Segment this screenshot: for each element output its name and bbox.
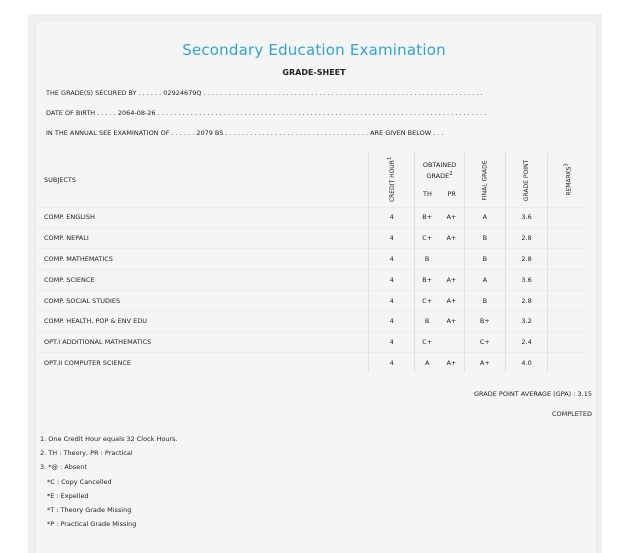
remarks-cell xyxy=(548,311,588,332)
footnote-item: *P : Practical Grade Missing xyxy=(47,520,137,529)
obtained-label-line2: GRADE xyxy=(426,172,450,181)
grade-point-header xyxy=(505,153,547,207)
pr-grade-cell: A+ xyxy=(446,317,457,326)
footnote-item: 1. One Credit Hour equals 32 Clock Hours. xyxy=(40,435,178,443)
obtained-label-line1: OBTAINED xyxy=(422,161,457,170)
exam-title: Secondary Education Examination xyxy=(182,41,446,59)
remarks-cell xyxy=(548,269,588,290)
table-row xyxy=(36,249,588,270)
final-grade-cell: A+ xyxy=(464,353,505,374)
final-grade-label: FINAL GRADE xyxy=(481,160,489,201)
symbol-number-line: THE GRADE(S) SECURED BY . . . . . . 02924679Q . . . . . . . . . . . . . . . . . . . . . . . . . . . . . . . . . . . . . . . . . . . . . . . . . . . . . . . . . . . . . . . . . . . . xyxy=(46,89,483,97)
subject-cell: OPT.I ADDITIONAL MATHEMATICS xyxy=(44,338,152,347)
grade-point-cell: 3.6 xyxy=(505,207,547,228)
credit-cell: 4 xyxy=(369,207,415,228)
gpa-value: GRADE POINT AVERAGE (GPA) : 3.15 xyxy=(474,390,592,398)
table-row xyxy=(36,207,588,228)
credit-cell: 4 xyxy=(369,353,415,374)
credit-cell: 4 xyxy=(369,269,415,290)
subject-cell: COMP. NEPALI xyxy=(44,234,89,243)
grade-point-cell: 2.8 xyxy=(505,290,547,311)
remarks-sup: 3 xyxy=(563,163,570,167)
result-status: COMPLETED xyxy=(552,410,592,418)
th-grade-cell: B+ xyxy=(415,207,439,228)
final-grade-cell: C+ xyxy=(464,332,505,353)
remarks-cell xyxy=(548,353,588,374)
remarks-label: REMARKS xyxy=(565,166,573,196)
pr-grade-cell xyxy=(439,332,464,353)
credit-cell: 4 xyxy=(369,332,415,353)
table-row xyxy=(36,228,588,249)
table-row xyxy=(36,332,588,353)
credit-hour-sup: 1 xyxy=(387,157,394,161)
th-grade-cell: C+ xyxy=(415,290,439,311)
th-header: TH xyxy=(422,190,432,199)
sheet-subtitle: GRADE-SHEET xyxy=(282,68,346,77)
th-grade-cell: B+ xyxy=(415,269,439,290)
grade-point-label: GRADE POINT xyxy=(523,159,531,201)
remarks-cell xyxy=(548,290,588,311)
grade-point-cell: 3.2 xyxy=(505,311,547,332)
final-grade-cell: B+ xyxy=(464,311,505,332)
subject-cell: OPT.II COMPUTER SCIENCE xyxy=(44,359,131,368)
grade-point-cell: 3.6 xyxy=(505,269,547,290)
date-of-birth-line: DATE OF BIRTH . . . . . 2064-08-26 . . . . . . . . . . . . . . . . . . . . . . . . . . . . . . . . . . . . . . . . . . . . . . . . . . . . . . . . . . . . . . . . . . . . . . . . . . . . . . . . xyxy=(46,109,487,117)
grade-point-cell: 4.0 xyxy=(505,353,547,374)
credit-cell: 4 xyxy=(369,249,415,270)
subject-cell: COMP. HEALTH, POP & ENV EDU xyxy=(44,317,147,326)
remarks-cell xyxy=(548,207,588,228)
th-grade-cell: B xyxy=(415,311,439,332)
pr-grade-cell: A+ xyxy=(446,359,457,368)
table-row xyxy=(36,311,588,332)
final-grade-header xyxy=(464,153,505,207)
pr-grade-cell xyxy=(439,249,464,270)
final-grade-cell: B xyxy=(464,228,505,249)
th-grade-cell: C+ xyxy=(415,228,439,249)
pr-grade-cell: A+ xyxy=(446,275,457,284)
th-grade-cell: B xyxy=(415,249,439,270)
th-grade-cell: A xyxy=(415,353,439,374)
pr-grade-cell: A+ xyxy=(446,234,457,243)
credit-cell: 4 xyxy=(369,290,415,311)
final-grade-cell: B xyxy=(464,249,505,270)
footnote-item: 2. TH : Theory, PR : Practical xyxy=(40,449,133,458)
grade-point-cell: 2.8 xyxy=(505,249,547,270)
th-grade-cell: C+ xyxy=(415,332,439,353)
pr-header: PR xyxy=(447,190,456,199)
table-row xyxy=(36,269,588,290)
subject-cell: COMP. SCIENCE xyxy=(44,275,95,284)
credit-hour-label: CREDIT HOUR xyxy=(389,160,397,203)
obtained-grade-header xyxy=(415,153,465,207)
table-row xyxy=(36,290,588,311)
remarks-cell xyxy=(548,228,588,249)
remarks-header xyxy=(548,153,588,207)
obtained-sup: 2 xyxy=(449,171,453,178)
footnote-item: *E : Expelled xyxy=(47,491,89,500)
exam-year-line: IN THE ANNUAL SEE EXAMINATION OF . . . . . . 2079 BS . . . . . . . . . . . . . . . . . . . . . . . . . . . . . . . . . . . ARE GIVEN BELOW . . . xyxy=(46,129,444,137)
grade-point-cell: 2.4 xyxy=(505,332,547,353)
credit-cell: 4 xyxy=(369,311,415,332)
grade-point-cell: 2.8 xyxy=(505,228,547,249)
credit-hour-header xyxy=(369,153,415,207)
final-grade-cell: B xyxy=(464,290,505,311)
footnote-item: *T : Theory Grade Missing xyxy=(47,506,132,515)
subject-cell: COMP. MATHEMATICS xyxy=(44,254,113,263)
pr-grade-cell: A+ xyxy=(446,213,457,222)
footnote-item: *C : Copy Cancelled xyxy=(47,477,112,486)
final-grade-cell: A xyxy=(464,269,505,290)
obtained-grade-label xyxy=(415,161,464,181)
remarks-cell xyxy=(548,332,588,353)
remarks-cell xyxy=(548,249,588,270)
credit-cell: 4 xyxy=(369,228,415,249)
footnotes xyxy=(40,432,178,531)
pr-grade-cell: A+ xyxy=(446,296,457,305)
subject-cell: COMP. ENGLISH xyxy=(44,213,95,222)
footnote-item: 3. *@ : Absent xyxy=(40,463,87,472)
table-row xyxy=(36,353,588,374)
final-grade-cell: A xyxy=(464,207,505,228)
table-header-row xyxy=(36,153,588,207)
grades-table xyxy=(36,153,588,373)
subjects-header: SUBJECTS xyxy=(44,175,77,184)
subject-cell: COMP. SOCIAL STUDIES xyxy=(44,296,121,305)
